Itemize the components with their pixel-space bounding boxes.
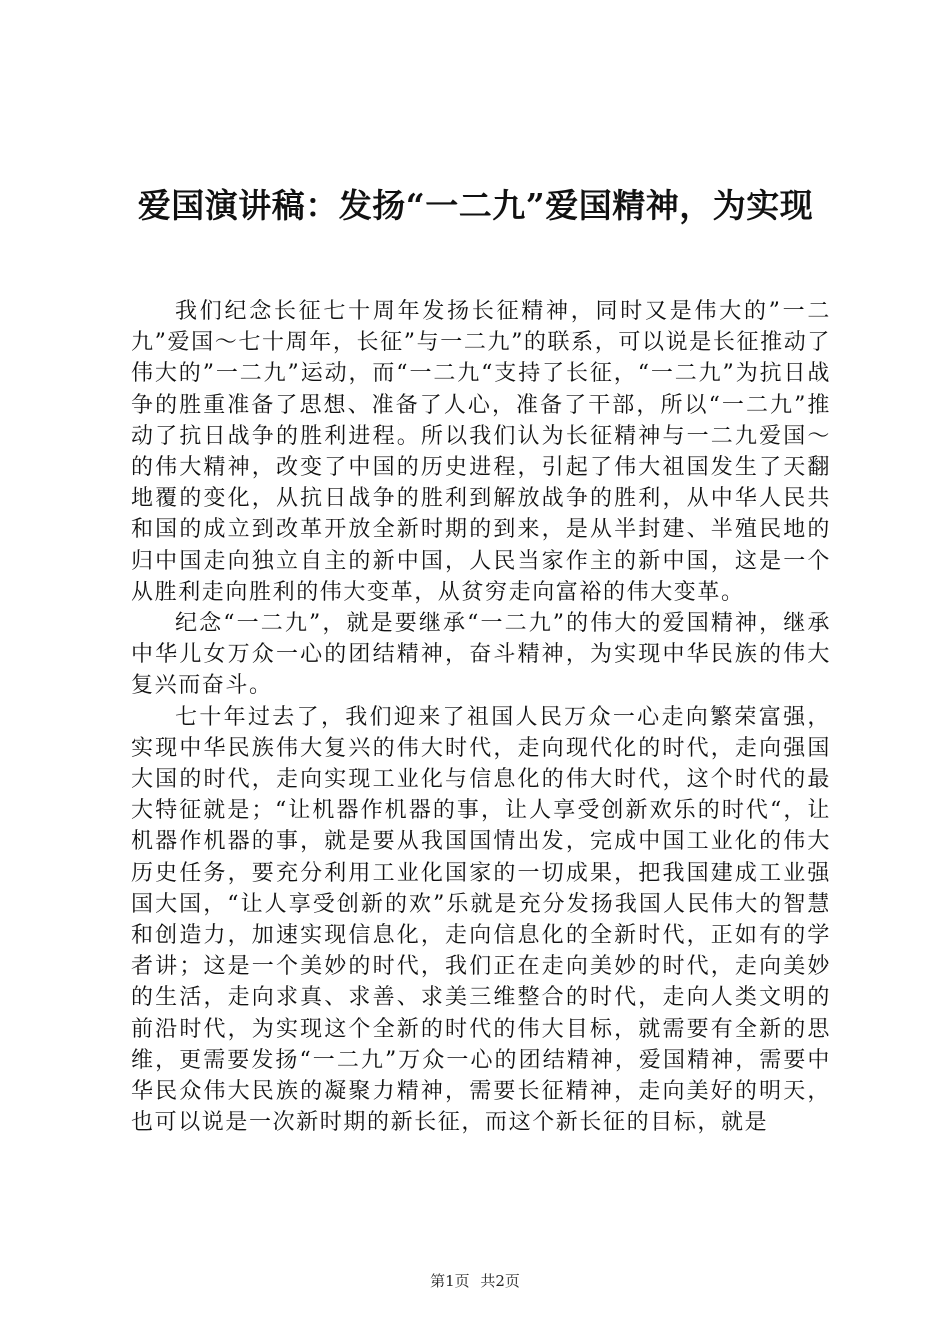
page-number-current: 第1页 [430, 1272, 470, 1290]
document-body [131, 296, 831, 1138]
paragraph-1: 我们纪念长征七十周年发扬长征精神，同时又是伟大的”一二九”爱国～七十周年，长征”与一二九”的联系，可以说是长征推动了伟大的”一二九”运动，而“一二九“支持了长征，“一二九”为抗日战争的胜重准备了思想、准备了人心，准备了干部，所以“一二九”推动了抗日战争的胜利进程。所以我们认为长征精神与一二九爱国～的伟大精神，改变了中国的历史进程，引起了伟大祖国发生了天翻地覆的变化，从抗日战争的胜利到解放战争的胜利，从中华人民共和国的成立到改革开放全新时期的到来，是从半封建、半殖民地的归中国走向独立自主的新中国，人民当家作主的新中国，这是一个从胜利走向胜利的伟大变革，从贫穷走向富裕的伟大变革。 [131, 299, 831, 605]
page-number-total: 共2页 [480, 1272, 520, 1290]
paragraph-3: 七十年过去了，我们迎来了祖国人民万众一心走向繁荣富强，实现中华民族伟大复兴的伟大时代，走向现代化的时代，走向强国大国的时代，走向实现工业化与信息化的伟大时代，这个时代的最大特征就是；“让机器作机器的事，让人享受创新欢乐的时代“，让机器作机器的事，就是要从我国国情出发，完成中国工业化的伟大历史任务，要充分利用工业化国家的一切成果，把我国建成工业强国大国，“让人享受创新的欢”乐就是充分发扬我国人民伟大的智慧和创造力，加速实现信息化，走向信息化的全新时代，正如有的学者讲；这是一个美妙的时代，我们正在走向美妙的时代，走向美妙的生活，走向求真、求善、求美三维整合的时代，走向人类文明的前沿时代，为实现这个全新的时代的伟大目标，就需要有全新的思维，更需要发扬“一二九”万众一心的团结精神，爱国精神，需要中华民众伟大民族的凝聚力精神，需要长征精神，走向美好的明天，也可以说是一次新时期的新长征，而这个新长征的目标，就是 [131, 704, 831, 1136]
paragraph-2: 纪念“一二九”，就是要继承“一二九”的伟大的爱国精神，继承中华儿女万众一心的团结精神，奋斗精神，为实现中华民族的伟大复兴而奋斗。 [131, 611, 831, 699]
document-title: 爱国演讲稿：发扬“一二九”爱国精神，为实现 [137, 186, 814, 225]
page-footer [0, 1270, 950, 1292]
